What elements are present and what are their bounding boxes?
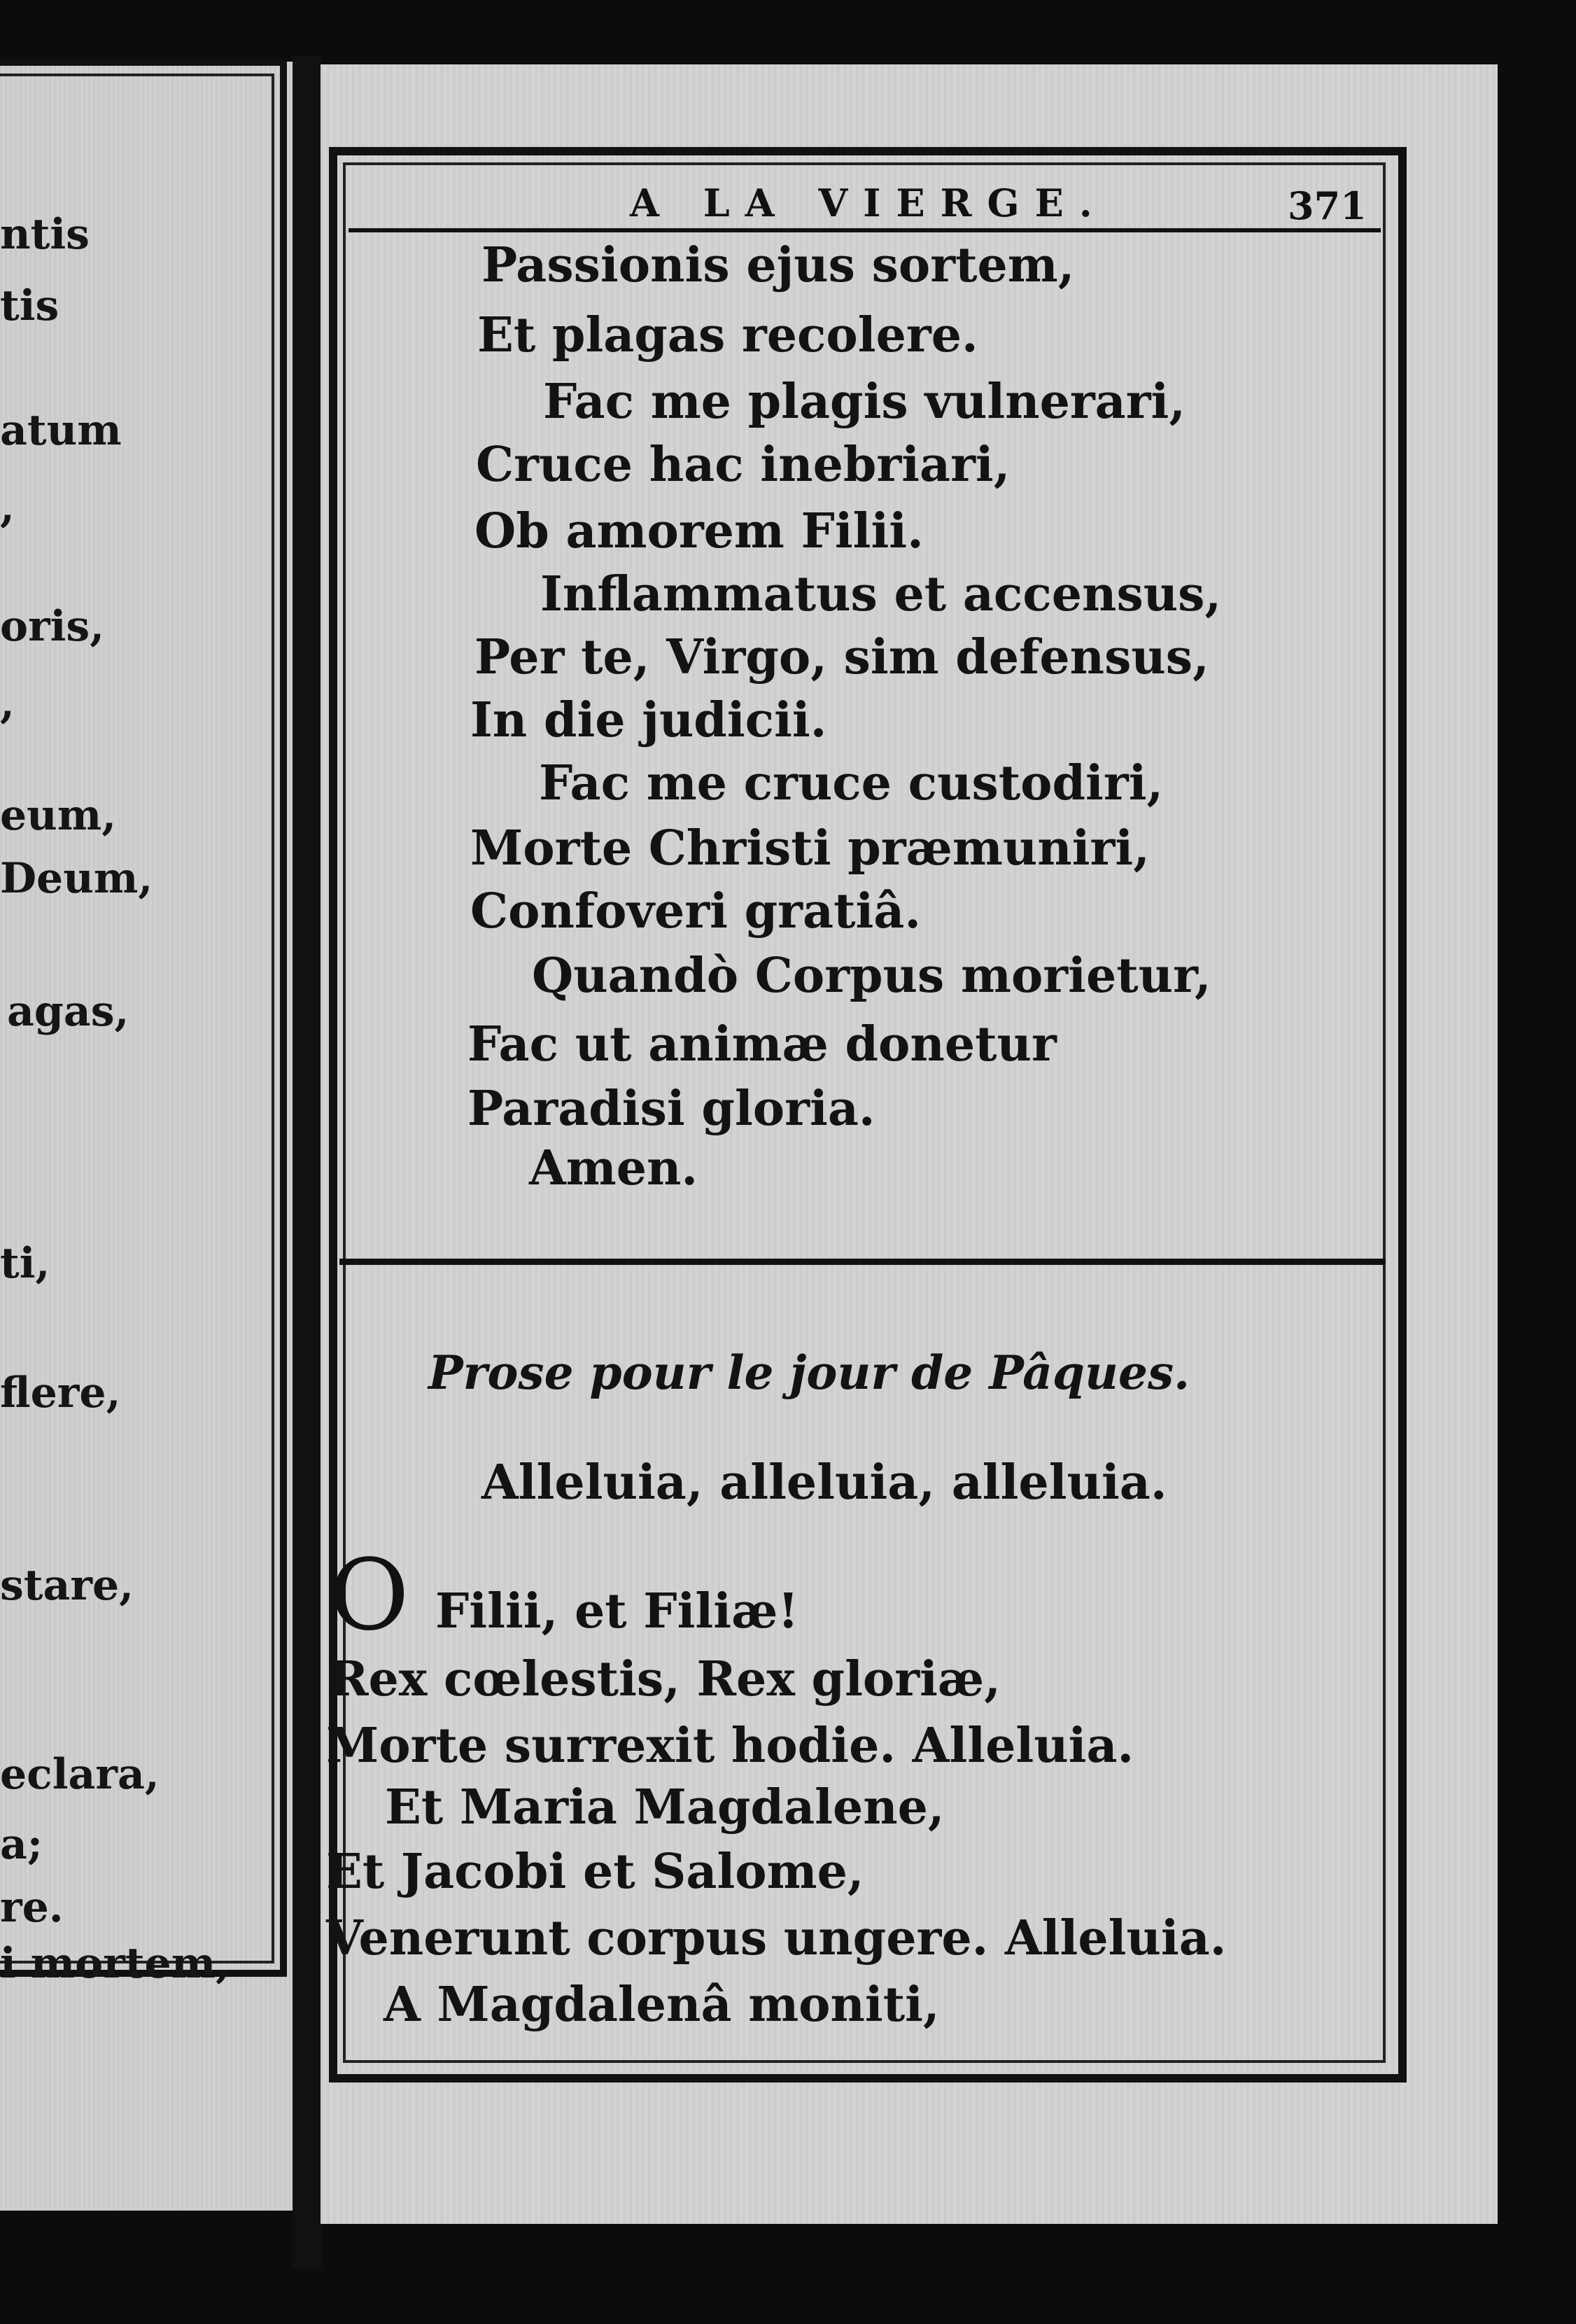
section-rule	[339, 1259, 1386, 1265]
header-rule	[349, 228, 1381, 232]
prose-line: Venerunt corpus ungere. Alleluia.	[326, 1910, 1227, 1966]
hymn-line: Passionis ejus sortem,	[481, 237, 1075, 293]
prose-title: Prose pour le jour de Pâques.	[428, 1345, 1190, 1400]
prose-line: A Magdalenâ moniti,	[384, 1977, 940, 2033]
left-fragment: flere,	[0, 1368, 121, 1418]
left-fragment: ntis	[0, 210, 90, 259]
left-fragment: atum	[0, 406, 122, 455]
left-fragment: oris,	[0, 602, 105, 651]
left-fragment: ti,	[0, 1239, 50, 1288]
left-fragment: eclara,	[0, 1750, 160, 1799]
hymn-line: Cruce hac inebriari,	[476, 437, 1011, 493]
hymn-line: Et plagas recolere.	[477, 307, 978, 363]
running-head: A LA VIERGE.	[630, 181, 1108, 225]
prose-line: Rex cœlestis, Rex gloriæ,	[329, 1651, 1001, 1707]
left-fragment: ,	[0, 679, 15, 728]
prose-line: Filii, et Filiæ!	[435, 1583, 799, 1639]
left-fragment: stare,	[0, 1561, 134, 1610]
prose-line: Morte surrexit hodie. Alleluia.	[326, 1718, 1134, 1774]
prose-line: Et Maria Magdalene,	[385, 1779, 945, 1835]
left-fragment: re.	[0, 1883, 64, 1932]
page-number: 371	[1288, 183, 1367, 228]
left-fragment: a;	[0, 1820, 43, 1869]
hymn-line: Per te, Virgo, sim defensus,	[474, 629, 1209, 685]
drop-cap: O	[329, 1539, 409, 1653]
hymn-line: Paradisi gloria.	[467, 1081, 875, 1137]
left-fragment: eum,	[0, 791, 117, 840]
left-fragment: ,	[0, 483, 15, 532]
book-gutter	[293, 56, 322, 2268]
hymn-line: Morte Christi præmuniri,	[470, 820, 1150, 876]
hymn-line: Amen.	[529, 1140, 698, 1196]
left-fragment: tis	[0, 281, 59, 330]
hymn-line: Confoveri gratiâ.	[470, 883, 922, 939]
hymn-line: Fac me cruce custodiri,	[539, 755, 1164, 811]
left-fragment: Deum,	[0, 854, 153, 903]
hymn-line: Inflammatus et accensus,	[540, 566, 1222, 622]
hymn-line: Fac me plagis vulnerari,	[543, 374, 1186, 430]
hymn-line: Ob amorem Filii.	[474, 503, 924, 559]
prose-line: Et Jacobi et Salome,	[326, 1844, 864, 1900]
hymn-line: Quandò Corpus morietur,	[532, 948, 1211, 1004]
left-fragment: agas,	[7, 987, 129, 1036]
hymn-line: In die judicii.	[470, 692, 827, 748]
left-fragment: i mortem,	[0, 1939, 231, 1988]
hymn-line: Fac ut animæ donetur	[467, 1016, 1057, 1072]
prose-refrain: Alleluia, alleluia, alleluia.	[481, 1455, 1167, 1511]
